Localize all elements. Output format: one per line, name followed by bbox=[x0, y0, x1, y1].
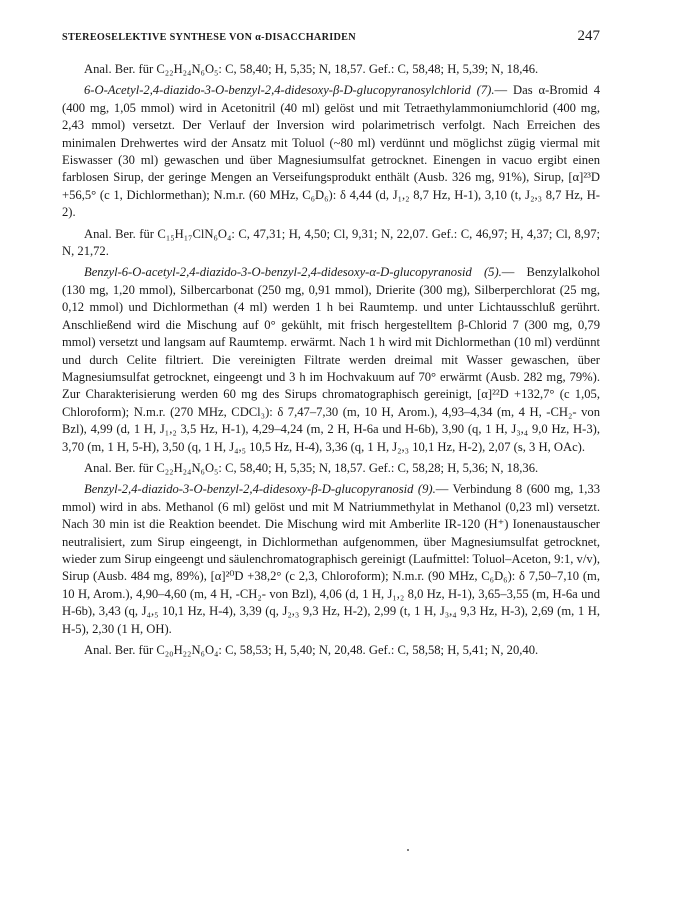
paragraph-body: Anal. Ber. für C₂₀H₂₂N₆O₄: C, 58,53; H, 5,40; N, 20,48. Gef.: C, 58,58; H, 5,41; N, 20,40. bbox=[84, 643, 539, 657]
compound-title: Benzyl-2,4-diazido-3-O-benzyl-2,4-didesoxy-β-D-glucopyranosid (9). bbox=[84, 482, 436, 497]
paragraph-anal-3 bbox=[62, 460, 600, 477]
paragraph-body: — Verbindung 8 (600 mg, 1,33 mmol) wird in abs. Methanol (6 ml) gelöst und mit M Natriummethylat in Methanol (0,23 ml) versetzt. Nach 30 min ist die Reaktion beendet. Die Mischung wird mit Amberlite IR-120 (H⁺) Ionenaustauscher neutralisiert, zum Sirup eingeengt, in Dichlormethan aufgenommen, über Magnesiumsulfat getrocknet, wieder zum Sirup eingeengt und säulenchromatographisch gereinigt (Laufmittel: Toluol–Aceton, 9:1, v/v), Sirup (Ausb. 484 mg, 89%), [α]²⁰D +38,2° (c 2,3, Chloroform); N.m.r. (90 MHz, C₆D₆): δ 7,50–7,10 (m, 10 H, Arom.), 4,90–4,60 (m, 4 H, -CH₂- von Bzl), 4,06 (d, 1 H, J₁,₂ 8,0 Hz, H-1), 3,65–3,55 (m, H-6a und H-6b), 3,43 (q, J₄,₅ 10,1 Hz, H-4), 3,39 (q, J₂,₃ 9,3 Hz, H-2), 2,99 (t, 1 H, J₃,₄ 9,3 Hz, H-3), 2,69 (m, 1 H, H-5), 2,30 (1 H, OH). bbox=[62, 482, 600, 636]
compound-title: 6-O-Acetyl-2,4-diazido-3-O-benzyl-2,4-didesoxy-β-D-glucopyranosylchlorid (7). bbox=[84, 83, 495, 98]
stray-mark bbox=[407, 849, 409, 851]
paragraph-body: Anal. Ber. für C₂₂H₂₄N₆O₅: C, 58,40; H, 5,35; N, 18,57. Gef.: C, 58,48; H, 5,39; N, 18,46. bbox=[84, 62, 539, 76]
paragraph-body: — Benzylalkohol (130 mg, 1,20 mmol), Silbercarbonat (250 mg, 0,91 mmol), Drierite (300 mg), Silberperchlorat (25 mg, 0,12 mmol) und Dichlormethan (4 ml) werden 1 h bei Raumtemp. und unter Lichtausschluß gerührt. Anschließend wird die Mischung auf 0° gekühlt, mit frisch hergestelltem β-Chlorid 7 (300 mg, 0,79 mmol) versetzt und langsam auf Raumtemp. erwärmt. Nach 1 h wird mit Dichlormethan (10 ml) verdünnt und durch Celite filtriert. Die vereinigten Filtrate werden dreimal mit Wasser gewaschen, über Magnesiumsulfat getrocknet, eingeengt und 3 h im Hochvakuum auf 70° erwärmt (Ausb. 282 mg, 79%). Zur Charakterisierung werden 60 mg des Sirups chromatographisch gereinigt, [α]²²D +132,7° (c 1,05, Chloroform); N.m.r. (270 MHz, CDCl₃): δ 7,47–7,30 (m, 10 H, Arom.), 4,93–4,34 (m, 4 H, -CH₂- von Bzl), 4,99 (d, 1 H, J₁,₂ 3,5 Hz, H-1), 4,29–4,24 (m, 2 H, H-6a und H-6b), 3,90 (q, 1 H, J₃,₄ 9,0 Hz, H-3), 3,70 (m, 1 H, 5-H), 3,50 (q, 1 H, J₄,₅ 10,5 Hz, H-4), 3,36 (q, 1 H, J₂,₃ 10,1 Hz, H-2), 2,07 (s, 3 H, OAc). bbox=[62, 265, 600, 454]
paragraph-anal-1 bbox=[62, 61, 600, 78]
page-number: 247 bbox=[577, 28, 600, 44]
paragraph-body: Anal. Ber. für C₂₂H₂₄N₆O₅: C, 58,40; H, 5,35; N, 18,57. Gef.: C, 58,28; H, 5,36; N, 18,36. bbox=[84, 460, 539, 475]
running-header bbox=[62, 28, 600, 45]
paragraph-compound-7 bbox=[62, 82, 600, 221]
body-text bbox=[62, 61, 600, 659]
paragraph-anal-4 bbox=[62, 642, 600, 659]
paragraph-compound-9 bbox=[62, 481, 600, 638]
paragraph-body: Anal. Ber. für C₁₅H₁₇ClN₆O₄: C, 47,31; H, 4,50; Cl, 9,31; N, 22,07. Gef.: C, 46,97; H, 4,37; Cl, 8,97; N, 21,72. bbox=[62, 226, 600, 259]
paragraph-compound-5 bbox=[62, 264, 600, 455]
paragraph-anal-2 bbox=[62, 226, 600, 261]
compound-title: Benzyl-6-O-acetyl-2,4-diazido-3-O-benzyl-2,4-didesoxy-α-D-glucopyranosid (5). bbox=[84, 265, 502, 280]
running-title: STEREOSELEKTIVE SYNTHESE VON α-DISACCHARIDEN bbox=[62, 32, 356, 43]
paragraph-body: — Das α-Bromid 4 (400 mg, 1,05 mmol) wird in Acetonitril (40 ml) gelöst und mit Tetraethylammoniumchlorid (400 mg, 2,43 mmol) versetzt. Der Verlauf der Inversion wird polarimetrisch verfolgt. Nach Erreichen des minimalen Drehwertes wird der Ansatz mit Toluol (~80 ml) verdünnt und möglichst zügig viermal mit Eiswasser (30 ml) gewaschen und über Magnesiumsulfat getrocknet. Einengen in vacuo ergibt einen farblosen Sirup, der geringe Mengen an Verseifungsprodukt enthält (Ausb. 326 mg, 91%), Sirup, [α]²³D +56,5° (c 1, Dichlormethan); N.m.r. (60 MHz, C₆D₆): δ 4,44 (d, J₁,₂ 8,7 Hz, H-1), 3,10 (t, J₂,₃ 8,7 Hz, H-2). bbox=[62, 83, 600, 220]
